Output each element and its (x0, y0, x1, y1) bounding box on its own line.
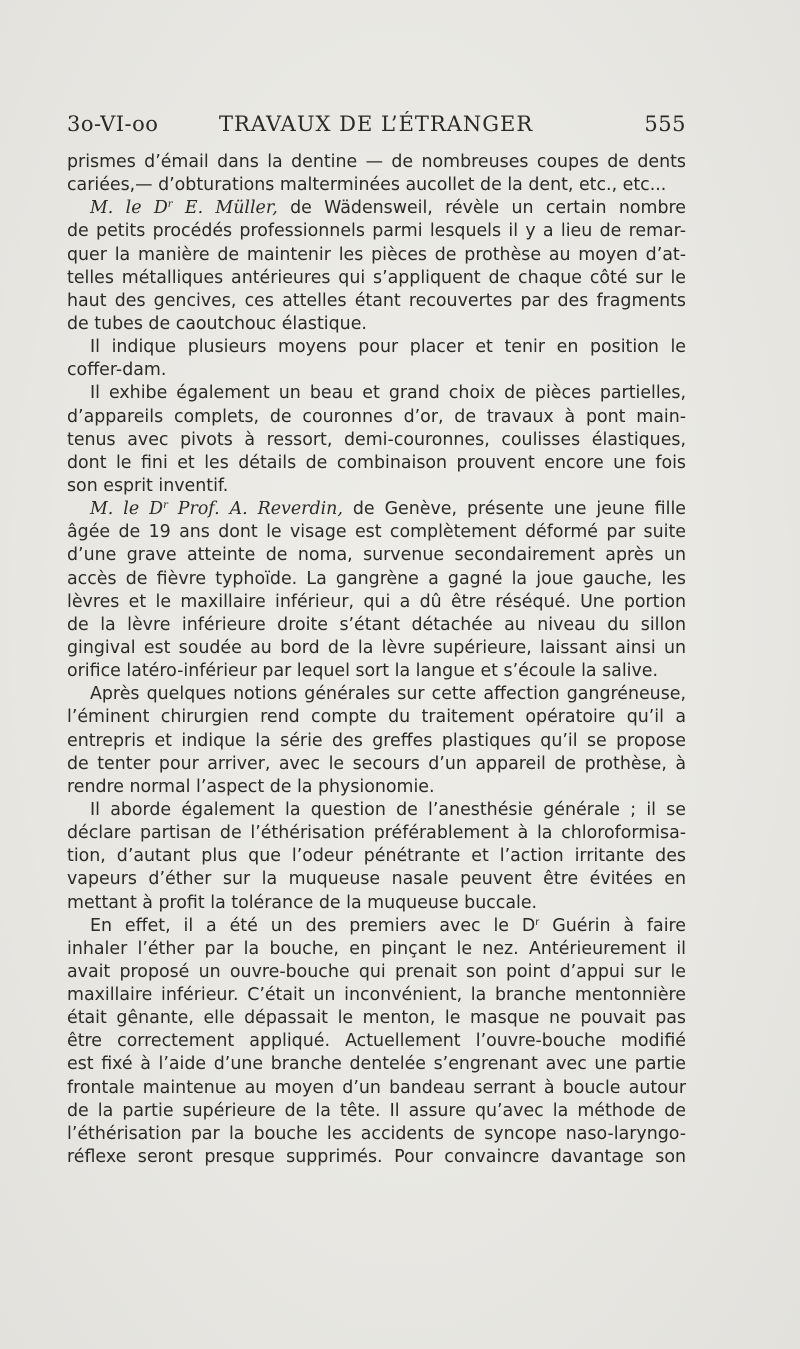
text-line: rendre normal l’aspect de la physionomie. (67, 776, 435, 797)
text-line: âgée de 19 ans dont le visage est complètement déformé par suite (67, 522, 686, 543)
body-text (67, 151, 686, 1169)
text-line: entrepris et indique la série des greffes plastiques qu’il se propose (67, 730, 686, 751)
text-line: réflexe seront presque supprimés. Pour convaincre davantage son (67, 1147, 686, 1168)
text-line: prismes d’émail dans la dentine — de nombreuses coupes de dents (67, 152, 686, 172)
italic-name (90, 198, 278, 218)
text-fragment: de Genève, présente une jeune fille (342, 499, 686, 520)
text-line: vapeurs d’éther sur la muqueuse nasale peuvent être évitées en (67, 869, 686, 890)
text-line (67, 197, 686, 220)
italic-name (90, 499, 343, 519)
text-line: mettant à profit la tolérance de la muqueuse buccale. (67, 892, 538, 913)
text-line: de la lèvre inférieure droite s’étant détachée au niveau du sillon (67, 614, 686, 635)
superscript: r (535, 916, 540, 928)
text-line: d’appareils complets, de couronnes d’or, de travaux à pont main- (67, 406, 686, 427)
text-line: son esprit inventif. (67, 475, 229, 496)
text-fragment: de Wädensweil, révèle un certain nombre (277, 198, 686, 219)
text-line: gingival est soudée au bord de la lèvre supérieure, laissant ainsi un (67, 637, 686, 658)
text-line: était gênante, elle dépassait le menton, le masque ne pouvait pas (67, 1008, 686, 1029)
text-line: dont le fini et les détails de combinaison prouvent encore une fois (67, 452, 686, 473)
text-line: cariées,— d’obturations malterminées aucollet de la dent, etc., etc... (67, 175, 667, 196)
text-line: l’éminent chirurgien rend compte du traitement opératoire qu’il a (67, 707, 686, 728)
text-line: Il exhibe également un beau et grand choix de pièces partielles, (90, 383, 686, 404)
text-line: déclare partisan de l’éthérisation préférablement à la chloroformisa- (67, 823, 686, 844)
text-fragment: M. le D (90, 499, 164, 520)
text-fragment: En effet, il a été un des premiers avec le D (90, 915, 536, 936)
header-title: TRAVAUX DE L’ÉTRANGER (219, 112, 534, 136)
text-line: de la partie supérieure de la tête. Il assure qu’avec la méthode de (67, 1100, 686, 1121)
text-line: être correctement appliqué. Actuellement l’ouvre-bouche modifié (67, 1031, 686, 1052)
text-line: est fixé à l’aide d’une branche dentelée s’engrenant avec une partie (67, 1054, 686, 1075)
text-line: l’éthérisation par la bouche les accidents de syncope naso-laryngo- (67, 1123, 686, 1144)
text-fragment: Guérin à faire (539, 915, 686, 936)
text-line: de tenter pour arriver, avec le secours d’un appareil de prothèse, à (67, 753, 686, 774)
text-line: Il indique plusieurs moyens pour placer et tenir en position le (90, 337, 686, 358)
text-line: frontale maintenue au moyen d’un bandeau serrant à boucle autour (67, 1077, 686, 1098)
text-line: Il aborde également la question de l’anesthésie générale ; il se (90, 799, 686, 820)
superscript: r (167, 199, 173, 211)
superscript: r (163, 500, 168, 512)
text-line: haut des gencives, ces attelles étant recouvertes par des fragments (67, 290, 686, 311)
text-line: accès de fièvre typhoïde. La gangrène a gagné la joue gauche, les (67, 568, 686, 589)
text-line: avait proposé un ouvre-bouche qui prenait son point d’appui sur le (67, 961, 686, 982)
text-line: tion, d’autant plus que l’odeur pénétrante et l’action irritante des (67, 846, 686, 867)
text-line (67, 498, 686, 521)
text-fragment: M. le D (90, 198, 168, 219)
person-name: Prof. A. Reverdin, (167, 499, 343, 520)
text-line: Après quelques notions générales sur cette affection gangréneuse, (90, 684, 686, 705)
text-line: telles métalliques antérieures qui s’appliquent de chaque côté sur le (67, 267, 686, 288)
text-line: orifice latéro-inférieur par lequel sort la langue et s’écoule la salive. (67, 661, 659, 682)
text-line: de petits procédés professionnels parmi lesquels il y a lieu de remar- (67, 221, 686, 242)
text-line: lèvres et le maxillaire inférieur, qui a dû être réséqué. Une portion (67, 591, 686, 612)
text-line (67, 915, 686, 938)
text-line: tenus avec pivots à ressort, demi-couronnes, coulisses élastiques, (67, 429, 686, 450)
text-line: quer la manière de maintenir les pièces de prothèse au moyen d’at- (67, 244, 686, 265)
text-line: de tubes de caoutchouc élastique. (67, 313, 367, 334)
text-line: d’une grave atteinte de noma, survenue secondairement après un (67, 545, 686, 566)
text-line: coffer-dam. (67, 360, 167, 381)
text-line: inhaler l’éther par la bouche, en pinçant le nez. Antérieurement il (67, 938, 686, 959)
page-number: 555 (644, 112, 686, 136)
text-line: maxillaire inférieur. C’était un inconvénient, la branche mentonnière (67, 985, 686, 1006)
person-name: E. Müller, (172, 198, 278, 219)
header-date: 3o-VI-oo (67, 112, 159, 136)
running-header (67, 112, 686, 144)
